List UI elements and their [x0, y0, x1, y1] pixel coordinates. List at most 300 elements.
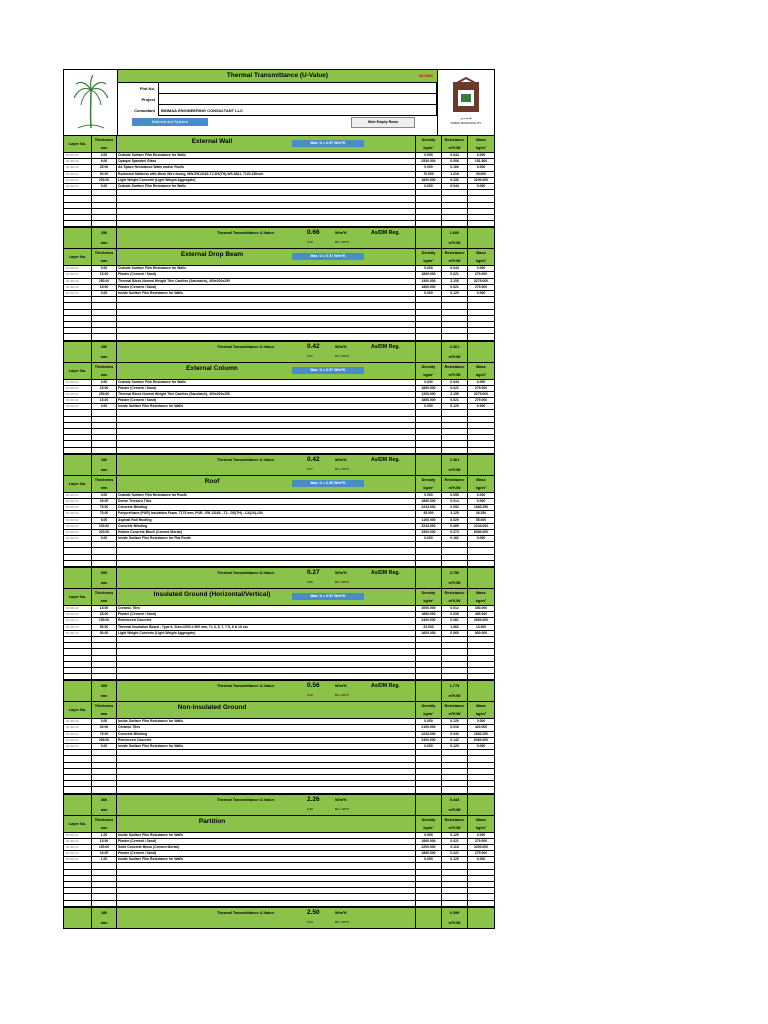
section-partition	[63, 816, 495, 929]
layer-mass: 279.000	[474, 398, 488, 403]
layer-thickness[interactable]: 0.00	[92, 404, 117, 409]
layer-resistance: 0.021	[442, 285, 468, 290]
layer-code: 00.000.00	[64, 511, 92, 516]
layer-code: 00.000.00	[64, 291, 92, 296]
col-resistance: Resistance m²K/W	[442, 589, 468, 605]
layer-mass: 279.000	[474, 851, 488, 856]
layer-mass: 0.000	[476, 266, 486, 271]
col-thickness: Thickness mm	[92, 136, 117, 152]
section-title: External Column	[186, 364, 238, 372]
layer-material[interactable]: Light Weight Concrete (Light Weight Aggregate)	[117, 631, 416, 636]
compliance-status: As/DM Reg.	[371, 230, 400, 237]
layer-thickness[interactable]: 15.00	[92, 851, 117, 856]
layer-material[interactable]: Plaster (Cement / Sand)	[117, 839, 416, 844]
col-thickness: Thickness mm	[92, 816, 117, 832]
layer-resistance: 0.162	[442, 536, 468, 541]
plot-row: Plot No.	[118, 83, 437, 94]
layer-thickness[interactable]: 15.00	[92, 398, 117, 403]
section-header	[64, 476, 494, 493]
layer-thickness[interactable]: 15.00	[92, 606, 117, 611]
layer-material[interactable]: Plaster (Cement / Sand)	[117, 398, 416, 403]
layer-thickness[interactable]: 0.00	[92, 493, 117, 498]
layer-code: 00.000.17	[64, 618, 92, 623]
total-resistance: 2.361	[449, 457, 460, 462]
sheet-title: Thermal Transmittance (U-Value) CE-U001	[118, 70, 437, 83]
layer-resistance: 0.043	[442, 732, 468, 737]
col-thickness: Thickness mm	[92, 363, 117, 379]
layer-material[interactable]: Dense Terrazzo Tiles	[117, 499, 416, 504]
layer-thickness[interactable]: 6.00	[92, 159, 117, 164]
layer-thickness[interactable]: 1.00	[92, 857, 117, 862]
layer-resistance: 0.118	[442, 845, 468, 850]
section-external-wall	[63, 136, 495, 249]
section-footer: 280 mm Thermal Transmittance U-Value: 0.42 W/m²K As/DM Reg. 0.07 Btu / ft²h°F 2.361 m²K/W	[64, 454, 494, 475]
project-row: Project	[118, 94, 437, 105]
layer-resistance: 2.155	[442, 279, 468, 284]
layer-resistance: 0.120	[442, 291, 468, 296]
layer-code: 00.000.00	[64, 279, 92, 284]
col-mass: Mass kg/m²	[475, 591, 487, 603]
section-non-insulated-ground	[63, 702, 495, 815]
compliance-status: As/DM Reg.	[371, 570, 400, 576]
layer-density: 2100.000	[416, 725, 442, 730]
section-footer: 280 mm Thermal Transmittance U-Value: 0.42 W/m²K As/DM Reg. 0.07 Btu / ft²h°F 2.361 m²K/W	[64, 341, 494, 362]
compliance-status: As/DM Reg.	[371, 683, 400, 690]
layer-thickness[interactable]: 75.00	[92, 732, 117, 737]
layer-resistance: 0.055	[442, 493, 468, 498]
layer-material[interactable]: Outside Surface Film Resistance for Walls	[117, 184, 416, 189]
layer-material[interactable]: Inside Surface Film Resistance for Walls	[117, 833, 416, 838]
layer-resistance: 0.021	[442, 851, 468, 856]
layer-material[interactable]: Outside Surface Film Resistance for Walls	[117, 380, 416, 385]
layer-density: 1860.000	[416, 272, 442, 277]
layer-resistance: 0.012	[442, 606, 468, 611]
layer-resistance: 0.006	[442, 159, 468, 164]
layer-density: 0.000	[416, 719, 442, 724]
layer-mass: 279.000	[474, 838, 488, 843]
layer-density: 1300.000	[416, 279, 442, 284]
layer-code: 00.000.00	[64, 505, 92, 510]
u-value-label: Thermal Transmittance U-Value:	[217, 457, 275, 462]
u-value-btu: 0.10	[307, 240, 313, 245]
dm-logo-text: بلدية دبي DUBAI MUNICIPALITY	[450, 116, 482, 125]
layer-material[interactable]: Concrete Blinding	[117, 524, 416, 529]
layer-thickness[interactable]: 250.00	[92, 392, 117, 397]
u-unit: W/m²K	[335, 231, 348, 236]
layer-material[interactable]: Inside Surface Film Resistance for Walls	[117, 857, 416, 862]
layer-code: 00.000.00	[64, 725, 92, 730]
layer-code: 00.000.00	[64, 392, 92, 397]
layer-resistance: 0.120	[442, 744, 468, 749]
layer-thickness[interactable]: 20.00	[92, 725, 117, 730]
section-footer: 600 mm Thermal Transmittance U-Value: 0.27 W/m²K As/DM Reg. 0.05 Btu / ft²h°F 3.750 m²K/W	[64, 567, 494, 588]
total-resistance: 2.361	[449, 344, 460, 349]
layer-material[interactable]: Inside Surface Film Resistance for Walls	[117, 744, 416, 749]
palm-logo	[64, 70, 118, 136]
section-external-column	[63, 363, 495, 476]
section-footer: 256 mm Thermal Transmittance U-Value: 0.66 W/m²K As/DM Reg. 0.10 Btu / ft²h°F 1.600 m²K/W	[64, 227, 494, 248]
layer-material[interactable]: Outside Surface Film Resistance for Walls	[117, 153, 416, 158]
layer-code: 00.000.00	[64, 380, 92, 385]
layer-code: 00.000.00	[64, 159, 92, 164]
layer-mass: 800.000	[474, 630, 488, 635]
u-value: 0.42	[307, 455, 320, 463]
layer-material[interactable]: Plaster (Cement / Sand)	[117, 851, 416, 856]
col-density: Density kg/m³	[416, 702, 442, 718]
layer-density: 0.000	[416, 744, 442, 749]
layer-density: 0.000	[416, 857, 442, 862]
col-mass: Mass kg/m²	[475, 477, 487, 490]
section-title: Roof	[204, 477, 220, 485]
layer-density: 2200.000	[416, 845, 442, 850]
layer-density: 1860.000	[416, 612, 442, 617]
layer-mass: 151.800	[474, 159, 488, 164]
total-resistance: 3.750	[449, 571, 460, 575]
layer-resistance: 0.160	[442, 165, 468, 170]
layer-mass: 0.000	[476, 183, 486, 188]
layer-thickness[interactable]: 0.00	[92, 153, 117, 158]
layer-density: 1300.000	[416, 392, 442, 397]
layer-resistance: 0.120	[442, 833, 468, 838]
u-value: 0.27	[307, 569, 320, 576]
total-thickness: 180	[100, 910, 108, 915]
layer-code: 00.000.00	[64, 738, 92, 743]
layer-code: 00.000.00	[64, 153, 92, 158]
layer-thickness[interactable]: 25.00	[92, 612, 117, 617]
layer-density: 0.000	[416, 165, 442, 170]
compliance-status: As/DM Reg.	[371, 456, 400, 463]
layer-thickness[interactable]: 200.00	[92, 178, 117, 183]
layer-density: 0.000	[416, 380, 442, 385]
layer-density: 1860.000	[416, 285, 442, 290]
layer-density: 1860.000	[416, 398, 442, 403]
layer-material[interactable]: Ceramic Tiles	[117, 725, 416, 730]
u-unit-btu: Btu / ft²h°F	[335, 240, 350, 245]
col-layer: Layer No.	[64, 136, 92, 152]
section-header	[64, 136, 494, 153]
u-unit: W/m²K	[335, 457, 348, 462]
section-header	[64, 816, 494, 833]
layer-density: 0.000	[416, 184, 442, 189]
layer-thickness[interactable]: 0.00	[92, 719, 117, 724]
layer-material[interactable]: Plaster (Cement / Sand)	[117, 272, 416, 277]
col-mass: Mass kg/m²	[475, 251, 487, 264]
layer-material[interactable]: Solid Concrete Block (Cement Mortar)	[117, 845, 416, 850]
u-unit-btu: Btu / ft²h°F	[335, 919, 350, 924]
u-unit-btu: Btu / ft²h°F	[335, 466, 350, 471]
layer-density: 2000.000	[416, 606, 442, 611]
layer-density: 1860.000	[416, 499, 442, 504]
col-density: Density kg/m³	[416, 816, 442, 832]
layer-mass: 0.000	[476, 291, 486, 295]
layer-material[interactable]: Inside Surface Film Resistance for Walls	[117, 291, 416, 296]
dubai-municipality-logo	[437, 70, 494, 136]
max-u-badge: Max. U = 0.57 W/m²K	[292, 253, 364, 260]
layer-material[interactable]: Concrete Blinding	[117, 732, 416, 737]
layer-material[interactable]: Rockwool Mattress with Mesh Wire facing, MW-EN13162-T2-DS(TH)-WS-MU1, 7120-150mm	[117, 172, 416, 177]
col-thickness: Thickness mm	[92, 476, 117, 492]
layer-code: 00.000.00	[64, 404, 92, 409]
layer-thickness[interactable]: 15.00	[92, 285, 117, 290]
layer-code: 00.000.00	[64, 524, 92, 529]
layer-thickness[interactable]: 50.00	[92, 631, 117, 636]
layer-thickness[interactable]: 50.00	[92, 172, 117, 177]
layer-material[interactable]: Inside Surface Film Resistance for Walls	[117, 719, 416, 724]
col-density: Density kg/m³	[416, 249, 442, 265]
layer-material[interactable]: Inside Surface Film Resistance for Flat Roofs	[117, 536, 416, 541]
col-density: Density kg/m³	[416, 589, 442, 605]
layer-material[interactable]: Plaster (Cement / Sand)	[117, 386, 416, 391]
layer-mass: 0.000	[476, 832, 486, 837]
layer-material[interactable]: Thermal Insulation Board - Type 6, Size=1000 x 500 mm, T= 3, 5, 7, 7.5, 8 & 10 cm	[117, 625, 416, 630]
u-value: 2.50	[307, 908, 320, 916]
layer-material[interactable]: Outside Surface Film Resistance for Roofs	[117, 493, 416, 498]
layer-thickness[interactable]: 75.00	[92, 511, 117, 516]
col-density: Density kg/m³	[416, 476, 442, 492]
layer-thickness[interactable]: 150.00	[92, 845, 117, 850]
layer-mass: 1682.250	[473, 505, 489, 510]
u-value: 0.56	[307, 682, 320, 690]
layer-resistance: 0.052	[442, 505, 468, 510]
u-value: 0.66	[307, 229, 320, 237]
layer-material[interactable]: Polyurethane (PUR) Insulation Foam, T175 mm, PUR - EN 13165 - T2 - DS(TH) - CA(10)-130	[117, 511, 416, 516]
layer-mass: 35.000	[475, 171, 487, 176]
layer-density: 0.000	[416, 833, 442, 838]
layer-resistance: 3.125	[442, 511, 468, 516]
layer-material[interactable]: Outside Surface Film Resistance for Walls	[117, 266, 416, 271]
layer-material[interactable]: Plaster (Cement / Sand)	[117, 285, 416, 290]
section-insulated-ground-horizontal-vertical-	[63, 589, 495, 702]
col-layer: Layer No.	[64, 363, 92, 379]
layer-mass: 3275.000	[473, 391, 489, 396]
materials-button[interactable]: Materials and Systems	[132, 118, 208, 126]
layer-resistance: 0.060	[442, 631, 468, 636]
u-unit-btu: Btu / ft²h°F	[335, 693, 350, 698]
layer-density: 1100.000	[416, 518, 442, 523]
layer-thickness[interactable]: 0.00	[92, 184, 117, 189]
layer-mass: 0.000	[476, 404, 486, 409]
col-resistance: Resistance m²K/W	[442, 363, 468, 379]
section-footer: 360 mm Thermal Transmittance U-Value: 2.26 W/m²K 0.40 Btu / ft²h°F 0.443 m²K/W	[64, 794, 494, 815]
layer-thickness[interactable]: 265.00	[92, 738, 117, 743]
layer-resistance: 0.029	[442, 518, 468, 523]
layer-mass: 13.200	[475, 624, 487, 629]
layer-mass: 465.000	[474, 612, 488, 617]
layer-mass: 0.000	[476, 719, 486, 724]
col-resistance: Resistance m²K/W	[442, 476, 468, 492]
layer-thickness[interactable]: 25.00	[92, 165, 117, 170]
layer-code: 00.000.00	[64, 165, 92, 170]
layer-mass: 279.000	[474, 284, 488, 289]
u-unit: W/m²K	[335, 571, 348, 575]
section-title: Non-insulated Ground	[177, 704, 247, 712]
sheet-ref: CE-U001	[418, 74, 433, 78]
project-field[interactable]	[158, 94, 437, 105]
layer-mass: 0.000	[476, 536, 486, 541]
col-layer: Layer No.	[64, 589, 92, 605]
layer-material[interactable]: Opaque Spandrel Glass	[117, 159, 416, 164]
layer-mass: 279.000	[474, 272, 488, 277]
section-title: External Wall	[191, 138, 233, 145]
layer-code: 00.000.01	[64, 833, 92, 838]
section-header	[64, 702, 494, 719]
layer-material[interactable]: Concrete Blinding	[117, 505, 416, 510]
layer-density: 2243.000	[416, 524, 442, 529]
u-value-label: Thermal Transmittance U-Value:	[217, 344, 275, 349]
layer-thickness[interactable]: 0.00	[92, 536, 117, 541]
layer-material[interactable]: Air Space Resistance Walls and/or Roofs	[117, 165, 416, 170]
section-footer: 180 mm Thermal Transmittance U-Value: 2.50 W/m²K 0.44 Btu / ft²h°F 0.399 m²K/W	[64, 907, 494, 928]
layer-resistance: 0.230	[442, 178, 468, 183]
col-mass: Mass kg/m²	[475, 817, 487, 830]
col-thickness: Thickness mm	[92, 249, 117, 265]
layer-resistance: 0.273	[442, 530, 468, 535]
layer-resistance: 2.155	[442, 392, 468, 397]
layer-thickness[interactable]: 25.00	[92, 499, 117, 504]
total-thickness: 280	[100, 344, 108, 349]
layer-density: 2243.000	[416, 732, 442, 737]
layer-code: 00.000.00	[64, 386, 92, 391]
layer-resistance: 0.021	[442, 839, 468, 844]
layer-mass: 55.000	[475, 517, 487, 522]
layer-material[interactable]: Hollow Concrete Block (Cement Mortar)	[117, 530, 416, 535]
layer-material[interactable]: Asphalt Roll Roofing	[117, 518, 416, 523]
layer-code: 00.000.00	[64, 184, 92, 189]
layer-thickness[interactable]: 15.00	[92, 386, 117, 391]
layer-density: 35.000	[416, 511, 442, 516]
layer-material[interactable]: Plaster (Cement / Sand)	[117, 612, 416, 617]
layer-density: 70.000	[416, 172, 442, 177]
layer-density: 1600.000	[416, 178, 442, 183]
layer-mass: 3300.000	[473, 844, 489, 849]
layer-mass: 0.000	[476, 744, 486, 748]
section-header	[64, 249, 494, 266]
layer-code: 00.000.20	[64, 851, 92, 856]
col-mass: Mass kg/m²	[475, 138, 487, 150]
layer-thickness[interactable]: 15.00	[92, 272, 117, 277]
col-thickness: Thickness mm	[92, 702, 117, 718]
layer-density: 2243.000	[416, 505, 442, 510]
layer-thickness[interactable]: 0.00	[92, 266, 117, 271]
col-resistance: Resistance m²K/W	[442, 702, 468, 718]
layer-resistance: 0.120	[442, 857, 468, 862]
layer-code: 00.000.00	[64, 266, 92, 271]
layer-material[interactable]: Ceramic Tiles	[117, 606, 416, 611]
layer-density: 1900.000	[416, 530, 442, 535]
layer-mass: 0.000	[476, 379, 486, 384]
layer-code: 00.000.00	[64, 536, 92, 541]
col-layer: Layer No.	[64, 476, 92, 492]
layer-material[interactable]: Thermal Block Normal Weight Thin Cavities (Sandwich), 400x200x250	[117, 392, 416, 397]
layer-mass: 6360.000	[473, 737, 489, 742]
layer-thickness[interactable]: 50.00	[92, 625, 117, 630]
layer-thickness[interactable]: 100.00	[92, 524, 117, 529]
col-mass: Mass kg/m²	[475, 704, 487, 717]
section-title: Insulated Ground (Horizontal/Vertical)	[153, 591, 271, 598]
layer-mass: 3200.000	[473, 177, 489, 182]
layer-material[interactable]: Reinforced Concrete	[117, 738, 416, 743]
layer-code: 00.000.00	[64, 732, 92, 737]
layer-code: 00.000.00	[64, 744, 92, 749]
layer-mass: 420.000	[474, 725, 488, 730]
layer-thickness[interactable]: 1.00	[92, 833, 117, 838]
layer-mass: 279.000	[474, 385, 488, 390]
section-header	[64, 589, 494, 606]
layer-resistance: 0.014	[442, 499, 468, 504]
total-thickness: 360	[100, 797, 108, 802]
max-u-badge: Max. U = 0.57 W/m²K	[292, 593, 364, 600]
layer-material[interactable]: Thermal Block Normal Weight Thin Cavities (Sandwich), 400x200x250	[117, 279, 416, 284]
layer-density: 0.000	[416, 291, 442, 296]
total-resistance: 0.399	[449, 910, 460, 915]
u-value-btu: 0.07	[307, 466, 313, 471]
plot-field[interactable]	[158, 83, 437, 94]
layer-code: 00.000.00	[64, 499, 92, 504]
layer-mass: 0.000	[476, 492, 486, 497]
layer-code: 00.000.21	[64, 845, 92, 850]
layer-code: 00.000.00	[64, 172, 92, 177]
layer-thickness[interactable]: 0.00	[92, 291, 117, 296]
u-unit: W/m²K	[335, 344, 348, 349]
layer-density: 0.000	[416, 153, 442, 158]
layer-thickness[interactable]: 15.00	[92, 839, 117, 844]
col-density: Density kg/m³	[416, 363, 442, 379]
layer-mass: 0.000	[476, 153, 486, 157]
layer-density: 0.000	[416, 266, 442, 271]
consultant-field[interactable]: BINMAA ENGINEERING CONSULTANT LLC	[158, 105, 437, 116]
layer-thickness[interactable]: 250.00	[92, 279, 117, 284]
layer-material[interactable]: Reinforced Concrete	[117, 618, 416, 623]
layer-density: 1860.000	[416, 386, 442, 391]
layer-density: 0.000	[416, 404, 442, 409]
layer-material[interactable]: Light Weight Concrete (Light Weight Aggregate)	[117, 178, 416, 183]
u-value: 2.26	[307, 795, 320, 803]
layer-thickness[interactable]: 0.00	[92, 744, 117, 749]
layer-mass: 3600.000	[473, 618, 489, 623]
layer-code: 00.000.01	[64, 857, 92, 862]
layer-thickness[interactable]: 320.00	[92, 530, 117, 535]
layer-resistance: 0.044	[442, 153, 468, 158]
layer-density: 1600.000	[416, 631, 442, 636]
layer-thickness[interactable]: 150.00	[92, 618, 117, 623]
col-resistance: Resistance m²K/W	[442, 249, 468, 265]
u-unit: W/m²K	[335, 910, 348, 915]
layer-thickness[interactable]: 5.00	[92, 518, 117, 523]
layer-code: 00.000.00	[64, 719, 92, 724]
total-thickness: 280	[100, 457, 108, 462]
layer-code: 00.000.20	[64, 612, 92, 617]
layer-resistance: 0.035	[442, 612, 468, 617]
hide-empty-rows-button[interactable]: Hide Empty Rows	[351, 117, 415, 128]
layer-resistance: 0.061	[442, 618, 468, 623]
layer-material[interactable]: Inside Surface Film Resistance for Walls	[117, 404, 416, 409]
layer-mass: 1682.250	[473, 731, 489, 736]
layer-resistance: 0.069	[442, 524, 468, 529]
layer-density: 1860.000	[416, 839, 442, 844]
layer-thickness[interactable]: 0.00	[92, 380, 117, 385]
total-thickness: 600	[100, 571, 108, 575]
layer-code: 00.000.00	[64, 285, 92, 290]
layer-mass: 6080.000	[473, 529, 489, 534]
layer-code: 00.000.00	[64, 530, 92, 535]
layer-thickness[interactable]: 75.00	[92, 505, 117, 510]
u-value-label: Thermal Transmittance U-Value:	[217, 231, 275, 236]
layer-mass: 2243.000	[473, 523, 489, 528]
col-layer: Layer No.	[64, 816, 92, 832]
u-value-btu: 0.10	[307, 693, 313, 698]
layer-resistance: 0.142	[442, 738, 468, 743]
compliance-status: As/DM Reg.	[371, 343, 400, 350]
